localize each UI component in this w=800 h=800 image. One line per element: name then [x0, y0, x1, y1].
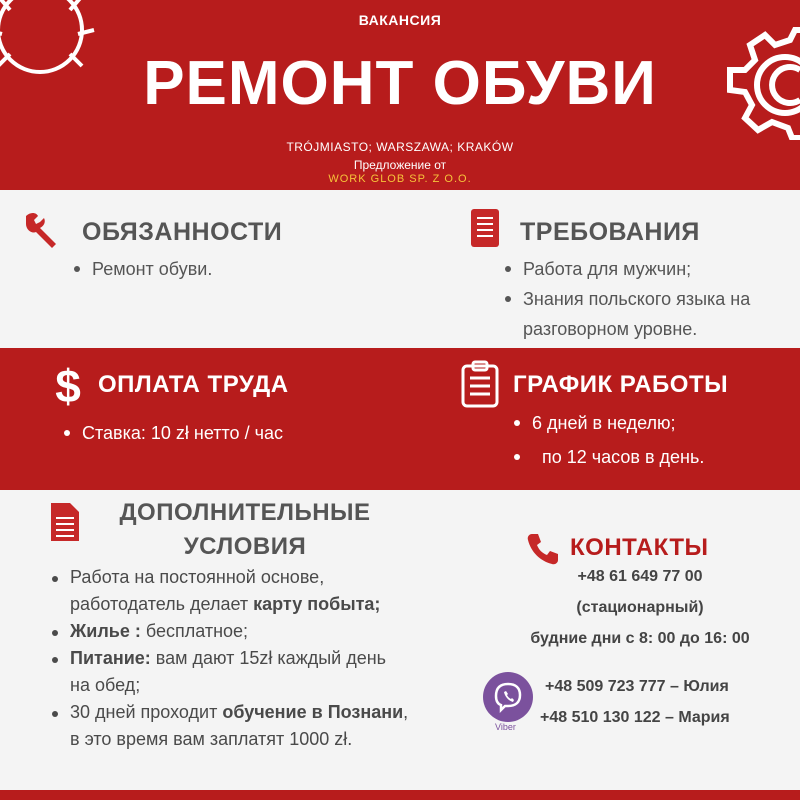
- phone-landline[interactable]: +48 61 649 77 00: [577, 568, 703, 585]
- duties-title: ОБЯЗАННОСТИ: [82, 218, 283, 246]
- phone-yulia[interactable]: +48 509 723 777 – Юлия: [545, 678, 729, 695]
- list-item: Ставка: 10 zł нетто / час: [62, 418, 283, 448]
- phone-icon: [526, 532, 560, 566]
- wrench-icon: [22, 210, 62, 250]
- phone-maria[interactable]: +48 510 130 122 – Мария: [540, 709, 730, 726]
- extra-list: [50, 564, 410, 753]
- dollar-icon: [50, 360, 86, 410]
- offer-from-text: Предложение от: [353, 158, 447, 172]
- pay-list: [62, 418, 283, 448]
- list-item: 30 дней проходит обучение в Познани, в это время вам заплатят 1000 zł.: [50, 699, 410, 753]
- list-item: 6 дней в неделю;: [512, 408, 704, 438]
- list-item: Работа на постоянной основе, работодатель делает карту побыта;: [50, 564, 410, 618]
- header: [0, 0, 800, 190]
- document-list-icon: [470, 208, 500, 248]
- extra-title: ДОПОЛНИТЕЛЬНЫЕ УСЛОВИЯ: [119, 499, 371, 560]
- requirements-title: ТРЕБОВАНИЯ: [520, 218, 700, 246]
- phone-landline-note: (стационарный): [576, 599, 704, 616]
- page-title: РЕМОНТ ОБУВИ: [143, 49, 657, 118]
- list-item: Работа для мужчин;: [503, 254, 798, 284]
- svg-text:$: $: [55, 360, 81, 410]
- list-item: Питание: вам дают 15zł каждый день на обед;: [50, 645, 410, 699]
- duties-list: [72, 254, 212, 284]
- pay-title: ОПЛАТА ТРУДА: [98, 371, 289, 398]
- office-hours: будние дни с 8: 00 до 16: 00: [530, 630, 750, 647]
- cities-text: TRÓJMIASTO; WARSZAWA; KRAKÓW: [286, 140, 514, 154]
- schedule-title: ГРАФИК РАБОТЫ: [513, 371, 729, 398]
- list-item: Жилье : бесплатное;: [50, 618, 410, 645]
- contacts-title: КОНТАКТЫ: [570, 534, 709, 561]
- requirements-list: [503, 254, 798, 344]
- viber-icon[interactable]: [483, 672, 533, 722]
- viber-label: Viber: [495, 722, 516, 732]
- vacancy-label: ВАКАНСИЯ: [358, 12, 442, 28]
- extra-contacts-panel: [0, 490, 800, 790]
- clipboard-icon: [460, 360, 500, 408]
- duties-requirements-panel: [0, 190, 800, 348]
- schedule-list: [512, 408, 704, 472]
- list-item: Ремонт обуви.: [72, 254, 212, 284]
- company-name: WORK GLOB SP. Z O.O.: [328, 173, 472, 185]
- list-item: Знания польского языка на разговорном уровне.: [503, 284, 798, 344]
- list-item: по 12 часов в день.: [512, 442, 704, 472]
- document-icon: [50, 502, 80, 542]
